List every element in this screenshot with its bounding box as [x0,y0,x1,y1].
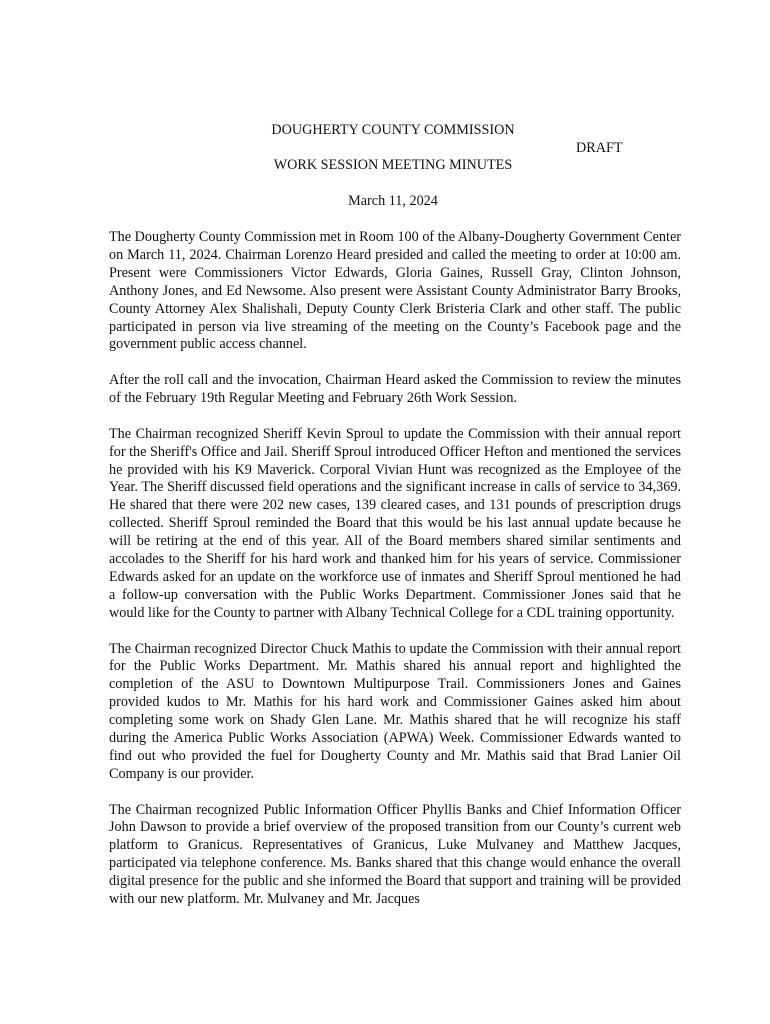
paragraph-sheriff-report: The Chairman recognized Sheriff Kevin Sproul to update the Commission with their annual report for the Sheriff's Office and Jail. Sheriff Sproul introduced Officer Hefton and mentioned the services he provided with his K9 Maverick. Corporal Vivian Hunt was recognized as the Employee of the Year. The Sheriff discussed field operations and the significant increase in calls of service to 34,369. He shared that there were 202 new cases, 139 cleared cases, and 131 pounds of prescription drugs collected. Sheriff Sproul reminded the Board that this would be his last annual update because he will be retiring at the end of this year. All of the Board members shared similar sentiments and accolades to the Sheriff for his hard work and thanked him for his years of service. Commissioner Edwards asked for an update on the workforce use of inmates and Sheriff Sproul mentioned he had a follow-up conversation with the Public Works Department. Commissioner Jones said that he would like for the County to partner with Albany Technical College for a CDL training opportunity. [109,425,681,621]
paragraph-granicus-overview: The Chairman recognized Public Information Officer Phyllis Banks and Chief Information Officer John Dawson to provide a brief overview of the proposed transition from our County’s current web platform to Granicus. Representatives of Granicus, Luke Mulvaney and Matthew Jacques, participated via telephone conference. Ms. Banks shared that this change would enhance the overall digital presence for the public and she informed the Board that support and training will be provided with our new platform. Mr. Mulvaney and Mr. Jacques [109,801,681,908]
paragraph-minutes-review: After the roll call and the invocation, Chairman Heard asked the Commission to review the minutes of the February 19th Regular Meeting and February 26th Work Session. [109,372,681,407]
org-title: DOUGHERTY COUNTY COMMISSION [271,122,515,138]
minutes-body [109,229,681,927]
meeting-date: March 11, 2024 [348,193,438,209]
paragraph-public-works-report: The Chairman recognized Director Chuck Mathis to update the Commission with their annual report for the Public Works Department. Mr. Mathis shared his annual report and highlighted the completion of the ASU to Downtown Multipurpose Trail. Commissioners Jones and Gaines provided kudos to Mr. Mathis for his hard work and Commissioner Gaines asked him about completing some work on Shady Glen Lane. Mr. Mathis shared that he will recognize his staff during the America Public Works Association (APWA) Week. Commissioner Edwards wanted to find out who provided the fuel for Dougherty County and Mr. Mathis said that Brad Lanier Oil Company is our provider. [109,640,681,782]
paragraph-call-to-order: The Dougherty County Commission met in Room 100 of the Albany-Dougherty Government Center on March 11, 2024. Chairman Lorenzo Heard presided and called the meeting to order at 10:00 am. Present were Commissioners Victor Edwards, Gloria Gaines, Russell Gray, Clinton Johnson, Anthony Jones, and Ed Newsome. Also present were Assistant County Administrator Barry Brooks, County Attorney Alex Shalishali, Deputy County Clerk Bristeria Clark and other staff. The public participated in person via live streaming of the meeting on the County’s Facebook page and the government public access channel. [109,229,681,353]
session-title: WORK SESSION MEETING MINUTES [273,157,513,173]
draft-label: DRAFT [576,140,623,156]
